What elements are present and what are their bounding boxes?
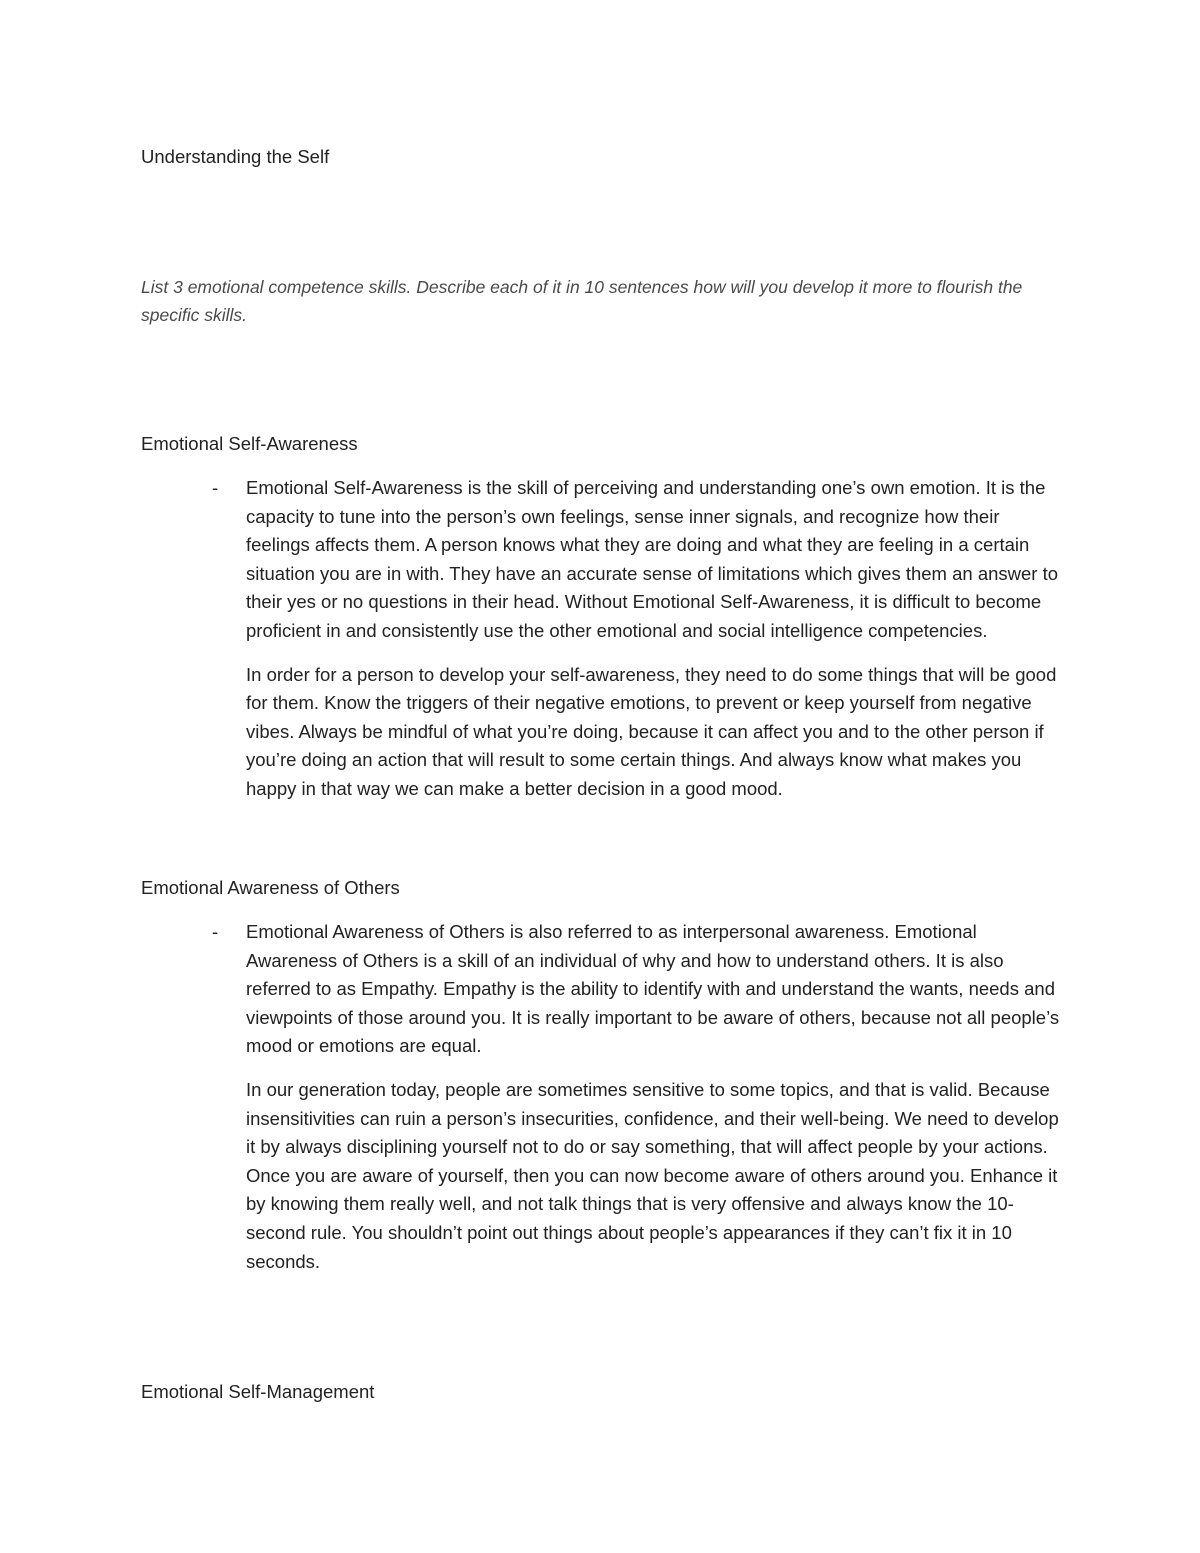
page-title: Understanding the Self	[141, 146, 330, 167]
section-heading-self-management: Emotional Self-Management	[141, 1381, 375, 1402]
section-heading-self-awareness: Emotional Self-Awareness	[141, 433, 358, 454]
section-heading-awareness-of-others: Emotional Awareness of Others	[141, 877, 400, 898]
paragraph: Emotional Awareness of Others is also referred to as interpersonal awareness. Emotional Awareness of Others is a skill of an individual of why and how to understand others. It is also referred to as Empathy. Empathy is the ability to identify with and understand the wants, needs and viewpoints of those around you. It is really important to be aware of others, because not all people’s mood or emotions are equal.	[246, 921, 1060, 1057]
section-body-self-awareness	[141, 474, 1071, 819]
paragraph: In our generation today, people are sometimes sensitive to some topics, and that is valid. Because insensitivities can ruin a person’s insecurities, confidence, and their well-being. We need to develop it by always disciplining yourself not to do or say something, that will affect people by your actions. Once you are aware of yourself, then you can now become aware of others around you. Enhance it by knowing them really well, and not talk things that is very offensive and always know the 10-second rule. You shouldn’t point out things about people’s appearances if they can’t fix it in 10 seconds.	[246, 1078, 1059, 1272]
paragraph: Emotional Self-Awareness is the skill of perceiving and understanding one’s own emotion. It is the capacity to tune into the person’s own feelings, sense inner signals, and recognize how their feelings affects them. A person knows what they are doing and what they are feeling in a certain situation you are in with. They have an accurate sense of limitations which gives them an answer to their yes or no questions in their head. Without Emotional Self-Awareness, it is difficult to become proficient in and consistently use the other emotional and social intelligence competencies.	[246, 477, 1059, 641]
paragraph: In order for a person to develop your self-awareness, they need to do some things that will be good for them. Know the triggers of their negative emotions, to prevent or keep yourself from negative vibes. Always be mindful of what you’re doing, because it can affect you and to the other person if you’re doing an action that will result to some certain things. And always know what makes you happy in that way we can make a better decision in a good mood.	[246, 663, 1057, 799]
bullet-dash: -	[212, 921, 219, 942]
assignment-prompt: List 3 emotional competence skills. Describe each of it in 10 sentences how will you develop it more to flourish the specific skills.	[141, 277, 1023, 325]
bullet-dash: -	[212, 477, 219, 498]
section-body-awareness-of-others	[141, 918, 1071, 1291]
